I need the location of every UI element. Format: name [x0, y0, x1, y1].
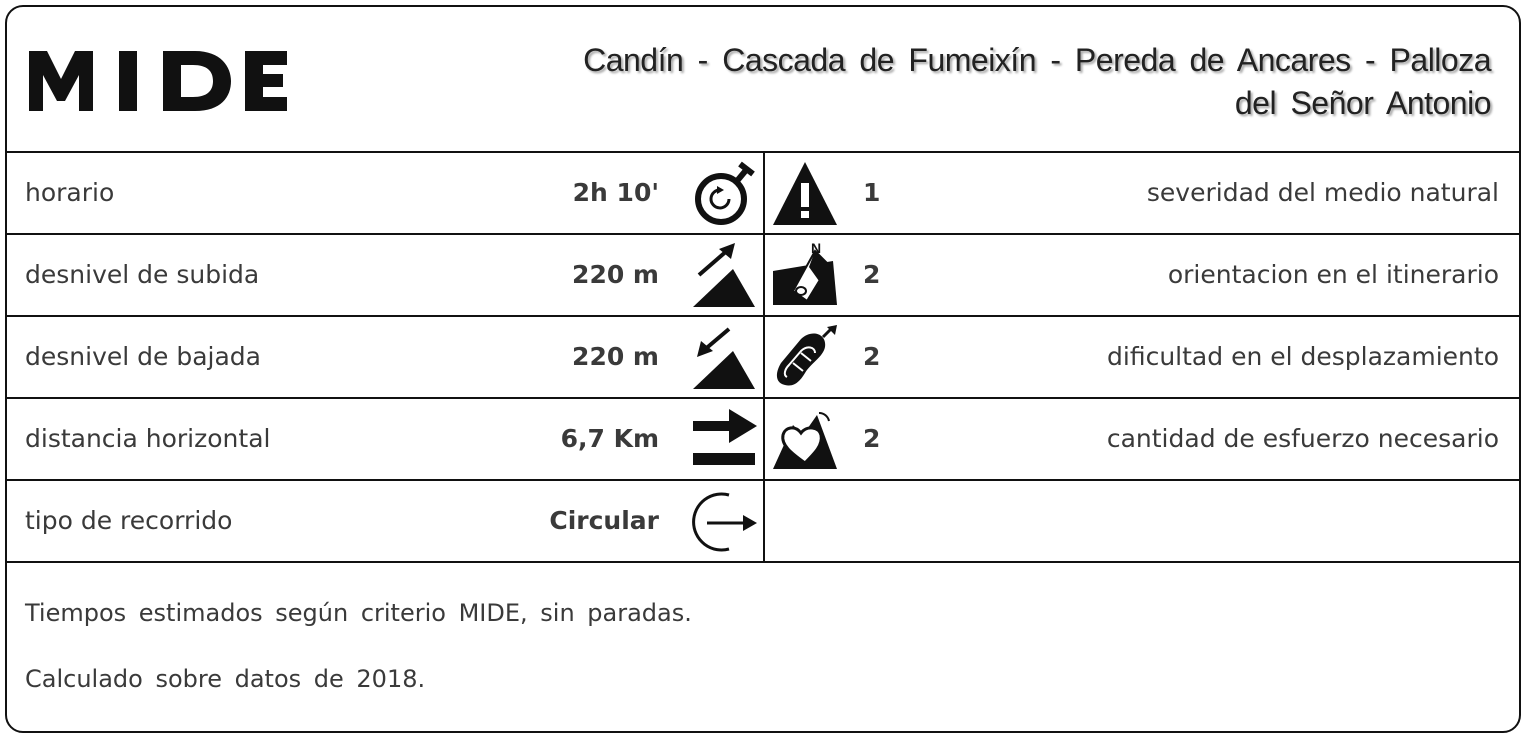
route-type-label: tipo de recorrido: [25, 506, 233, 535]
heart-mountain-icon: [771, 405, 839, 473]
descent-value: 220 m: [572, 342, 659, 371]
effort-label: cantidad de esfuerzo necesario: [1106, 424, 1499, 453]
effort-value: 2: [863, 424, 881, 453]
table-row: [7, 235, 1519, 317]
ascent-icon: [689, 241, 757, 309]
ascent-label: desnivel de subida: [25, 260, 260, 289]
schedule-label: horario: [25, 178, 115, 207]
table-row: [7, 317, 1519, 399]
table-row: [7, 481, 1519, 563]
route-type-value: Circular: [549, 506, 659, 535]
table-row: [7, 153, 1519, 235]
note-times: Tiempos estimados según criterio MIDE, sin paradas.: [25, 599, 692, 627]
severity-label: severidad del medio natural: [1146, 178, 1499, 207]
footprint-icon: [771, 323, 839, 391]
notes: [25, 597, 692, 729]
note-data-year: Calculado sobre datos de 2018.: [25, 665, 426, 693]
descent-label: desnivel de bajada: [25, 342, 261, 371]
warning-icon: [771, 159, 839, 227]
distance-arrow-icon: [689, 405, 757, 473]
svg-text:N: N: [811, 241, 822, 256]
orientation-label: orientacion en el itinerario: [1167, 260, 1499, 289]
table-row: [7, 399, 1519, 481]
stopwatch-icon: [689, 159, 757, 227]
ascent-value: 220 m: [572, 260, 659, 289]
distance-value: 6,7 Km: [560, 424, 659, 453]
route-title-line1: Candín - Cascada de Fumeixín - Pereda de Ancares - Palloza: [583, 42, 1491, 78]
stats-grid: [7, 153, 1519, 563]
route-title-line2: del Señor Antonio: [1234, 85, 1491, 121]
mide-logo: [27, 49, 289, 113]
route-title: [531, 39, 1491, 125]
movement-difficulty-value: 2: [863, 342, 881, 371]
orientation-value: 2: [863, 260, 881, 289]
movement-difficulty-label: dificultad en el desplazamiento: [1107, 342, 1499, 371]
circular-route-icon: [689, 487, 757, 555]
descent-icon: [689, 323, 757, 391]
compass-map-icon: [771, 241, 839, 309]
mide-card: [5, 5, 1521, 733]
schedule-value: 2h 10': [572, 178, 659, 207]
distance-label: distancia horizontal: [25, 424, 271, 453]
header: [7, 7, 1519, 153]
severity-value: 1: [863, 178, 881, 207]
